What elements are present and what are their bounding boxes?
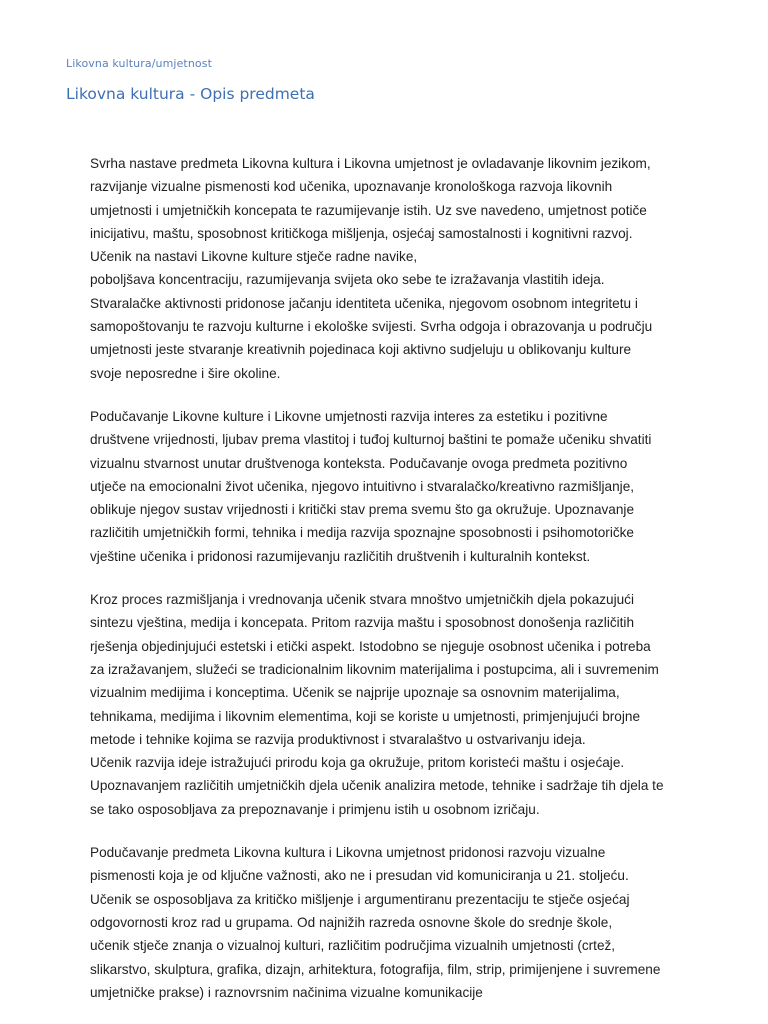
text-line: Svrha nastave predmeta Likovna kultura i Likovna umjetnost je ovladavanje likovnim jezikom, xyxy=(90,156,651,171)
text-line: svoje neposredne i šire okoline. xyxy=(90,365,281,381)
text-line: slikarstvo, skulptura, grafika, dizajn, arhitektura, fotografija, film, strip, primijenjene i suvremene xyxy=(90,961,661,977)
text-line: Podučavanje predmeta Likovna kultura i Likovna umjetnost pridonosi razvoju vizualne xyxy=(90,845,606,861)
paragraph-3 xyxy=(90,588,686,821)
paragraph-2 xyxy=(90,405,686,568)
text-line: vizualnim medijima i konceptima. Učenik se najprije upoznaje sa osnovnim materijalima, xyxy=(90,685,620,701)
text-line: umjetnosti jeste stvaranje kreativnih pojedinaca koji aktivno sudjeluju u oblikovanju kulture xyxy=(90,342,632,358)
text-line: Stvaralačke aktivnosti pridonose jačanju identiteta učenika, njegovom osobnom integritetu i xyxy=(90,295,638,311)
text-line: samopoštovanju te razvoju kulturne i ekološke svijesti. Svrha odgoja i obrazovanja u području xyxy=(90,319,653,335)
breadcrumb[interactable]: Likovna kultura/umjetnost xyxy=(66,57,212,70)
text-line: utječe na emocionalni život učenika, njegovo intuitivno i stvaralačko/kreativno razmišljanje, xyxy=(90,478,635,494)
text-line: učenik stječe znanja o vizualnoj kulturi, različitim područjima vizualnih umjetnosti (crtež, xyxy=(90,938,616,954)
text-line: tehnikama, medijima i likovnim elementima, koji se koriste u umjetnosti, primjenjujući brojne xyxy=(90,708,641,724)
text-line: za izražavanjem, služeći se tradicionalnim likovnim materijalima i postupcima, ali i suvremenim xyxy=(90,661,659,677)
text-line: pismenosti koja je od ključne važnosti, ako ne i presudan vid komuniciranja u 21. stoljeću. xyxy=(90,868,629,884)
text-line: inicijativu, maštu, sposobnost kritičkoga mišljenja, osjećaj samostalnosti i kognitivni razvoj. xyxy=(90,225,633,241)
paragraph-4 xyxy=(90,841,686,1004)
text-line: se tako osposobljava za prepoznavanje i primjenu istih u osobnom izričaju. xyxy=(90,801,540,817)
text-line: umjetnosti i umjetničkih koncepata te razumijevanje istih. Uz sve navedeno, umjetnost potiče xyxy=(90,202,647,218)
text-line: poboljšava koncentraciju, razumijevanja svijeta oko sebe te izražavanja vlastitih ideja. xyxy=(90,272,605,288)
text-line: odgovornosti kroz rad u grupama. Od najnižih razreda osnovne škole do srednje škole, xyxy=(90,914,613,930)
page-title: Likovna kultura - Opis predmeta xyxy=(66,85,315,103)
text-line: umjetničke prakse) i raznovrsnim načinima vizualne komunikacije xyxy=(90,984,483,1000)
text-line: Učenik se osposobljava za kritičko mišljenje i argumentiranu prezentaciju te stječe osjećaj xyxy=(90,891,630,907)
text-line: rješenja objedinjujući estetski i etički aspekt. Istodobno se njeguje osobnost učenika i potreba xyxy=(90,638,651,654)
text-line: Kroz proces razmišljanja i vrednovanja učenik stvara mnoštvo umjetničkih djela pokazujući xyxy=(90,592,635,608)
text-line: metode i tehnike kojima se razvija produktivnost i stvaralaštvo u ostvarivanju ideja. xyxy=(90,731,586,747)
text-line: sintezu vještina, medija i koncepata. Pritom razvija maštu i sposobnost donošenja različitih xyxy=(90,615,635,631)
text-line: društvene vrijednosti, ljubav prema vlastitoj i tuđoj kulturnoj baštini te pomaže učeniku shvatiti xyxy=(90,432,652,448)
text-line: Upoznavanjem različitih umjetničkih djela učenik analizira metode, tehnike i sadržaje tih djela te xyxy=(90,778,664,794)
text-line: različitih umjetničkih formi, tehnika i medija razvija spoznajne sposobnosti i psihomotoričke xyxy=(90,525,634,541)
paragraph-1 xyxy=(90,152,686,385)
text-line: Učenik razvija ideje istražujući prirodu koja ga okružuje, pritom koristeći maštu i osjećaje. xyxy=(90,755,625,771)
text-line: vizualnu stvarnost unutar društvenoga konteksta. Podučavanje ovoga predmeta pozitivno xyxy=(90,455,628,471)
text-line: vještine učenika i pridonosi razumijevanju različitih društvenih i kulturalnih kontekst. xyxy=(90,548,591,564)
text-line: razvijanje vizualne pismenosti kod učenika, upoznavanje kronološkoga razvoja likovnih xyxy=(90,179,613,195)
article-body xyxy=(90,152,686,1024)
text-line: Učenik na nastavi Likovne kulture stječe radne navike, xyxy=(90,249,418,265)
text-line: oblikuje njegov sustav vrijednosti i kritički stav prema svemu što ga okružuje. Upoznavanje xyxy=(90,502,635,518)
text-line: Podučavanje Likovne kulture i Likovne umjetnosti razvija interes za estetiku i pozitivne xyxy=(90,408,608,424)
